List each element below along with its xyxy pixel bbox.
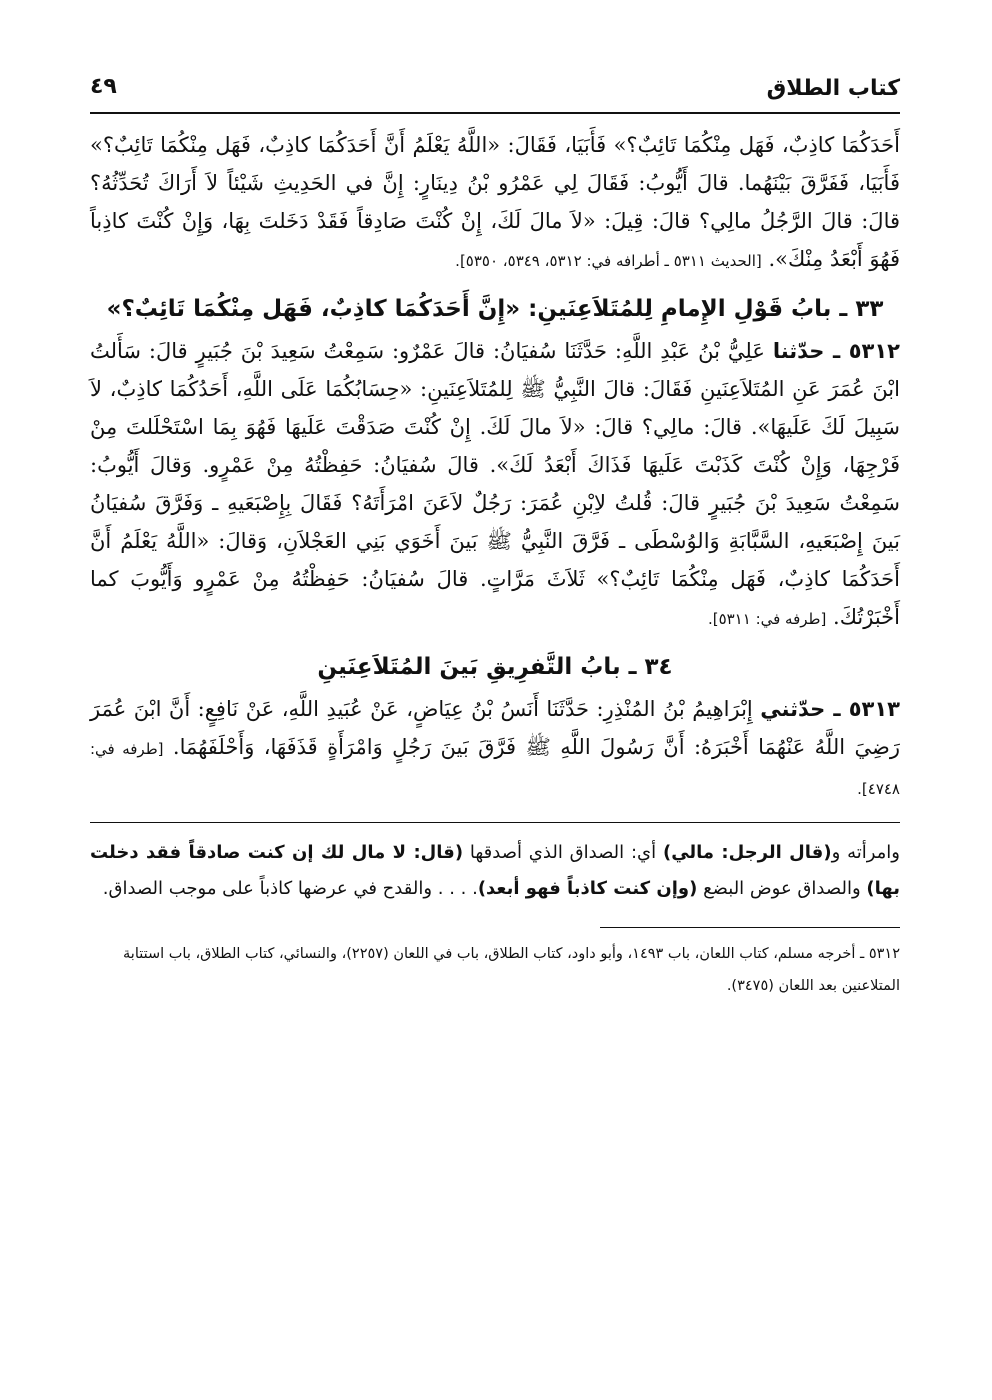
book-page (90, 70, 900, 1002)
continuation-text: أَحَدَكُمَا كاذِبٌ، فَهَل مِنْكُمَا تَائِبٌ؟» فَأَبَيَا، فَقَالَ: «اللَّهُ يَعْلَمُ أَنَّ أَحَدَكُمَا كاذِبٌ، فَهَل مِنْكُمَا تَائِبٌ؟» فَأَبَيَا، فَفَرَّقَ بَيْنَهُما. قالَ أَيُّوبُ: فَقَالَ لِي عَمْرُو بْنُ دِينَارٍ: إِنَّ في الحَدِيثِ شَيْئاً لاَ أَرَاكَ تُحَدِّثُهُ؟ قالَ: قالَ الرَّجُلُ مالِي؟ قالَ: قِيلَ: «لاَ مالَ لَكَ، إِنْ كُنْتَ صَادِقاً فَقَدْ دَخَلتَ بِهَا، وَإِنْ كُنْتَ كاذِباً فَهُوَ أَبْعَدُ مِنْكَ». (90, 133, 900, 271)
chapter-heading-34: ٣٤ ـ بابُ التَّفرِيقِ بَينَ المُتَلاَعِنَينِ (317, 654, 673, 680)
commentary-quote: (قال الرجل: مالي) (662, 842, 832, 863)
hadith-text: إِبْرَاهِيمُ بْنُ المُنْذِرِ: حَدَّثَنَا أَنَسُ بْنُ عِيَاضٍ، عَنْ عُبَيدِ اللَّهِ، عَنْ نَافِعٍ: أَنَّ ابْنَ عُمَرَ رَضِيَ اللَّهُ عَنْهُمَا أَخْبَرَهُ: أَنَّ رَسُولَ اللَّهِ ﷺ فَرَّقَ بَينَ رَجُلٍ وَامْرَأَةٍ قَذَفَهَا، وَأَحْلَفَهُمَا. (90, 697, 900, 759)
commentary-divider (90, 822, 900, 823)
commentary (90, 835, 900, 907)
page-header (90, 70, 900, 114)
hadith-number: ٥٣١٢ ـ حدّثنا (772, 339, 900, 363)
commentary-quote: (وإن كنت كاذباً فهو أبعد) (477, 878, 698, 899)
commentary-text: والصداق عوض البضع (697, 878, 867, 899)
page-number: ٤٩ (90, 74, 117, 99)
hadith-reference: [طرفه في: ٤٧٤٨]. (90, 740, 900, 798)
hadith-text: عَلِيُّ بْنُ عَبْدِ اللَّهِ: حَدَّثَنَا سُفيَانُ: قالَ عَمْرٌو: سَمِعْتُ سَعِيدَ بْنَ جُبَيرٍ قالَ: سَأَلتُ ابْنَ عُمَرَ عَنِ المُتَلاَعِنَينِ فَقَالَ: قالَ النَّبِيُّ ﷺ لِلمُتَلاَعِنَينِ: «حِسَابُكُمَا عَلَى اللَّهِ، أَحَدُكُمَا كاذِبٌ، لاَ سَبِيلَ لَكَ عَلَيهَا». قالَ: مالِي؟ قالَ: «لاَ مالَ لَكَ. إِنْ كُنْتَ صَدَقْتَ عَلَيهَا فَهُوَ بِمَا اسْتَحْلَلتَ مِنْ فَرْجِهَا، وَإِنْ كُنْتَ كَذَبْتَ عَلَيهَا فَذَاكَ أَبْعَدُ لَكَ». قالَ سُفيَانُ: حَفِظْتُهُ مِنْ عَمْرٍو. وَقالَ أَيُّوبُ: سَمِعْتُ سَعِيدَ بْنَ جُبَيرٍ قالَ: قُلتُ لاِبْنِ عُمَرَ: رَجُلٌ لاَعَنَ امْرَأَتَهُ؟ فَقَالَ بِإِصْبَعَيهِ ـ وَفَرَّقَ سُفيَانُ بَينَ إِصْبَعَيهِ، السَّبَّابَةِ وَالوُسْطَى ـ فَرَّقَ النَّبِيُّ ﷺ بَينَ أَخَوَي بَنِي العَجْلاَنِ، وَقالَ: «اللَّهُ يَعْلَمُ أَنَّ أَحَدَكُمَا كاذِبٌ، فَهَل مِنْكُمَا تَائِبٌ؟» ثَلاَثَ مَرَّاتٍ. قالَ سُفيَانُ: حَفِظْتُهُ مِنْ عَمْرٍو وَأَيُّوبَ كما أَخْبَرْتُكَ. (90, 339, 900, 629)
hadith-reference: [طرفه في: ٥٣١١]. (707, 610, 827, 628)
hadith-5313 (90, 690, 900, 808)
commentary-text: أي: الصداق الذي أصدقها (463, 842, 663, 863)
hadith-continuation (90, 126, 900, 280)
running-title: كتاب الطلاق (766, 76, 900, 101)
commentary-text: . . . . والقدح في عرضها كاذباً على موجب الصداق. (102, 878, 478, 899)
continuation-reference: [الحديث ٥٣١١ ـ أطرافه في: ٥٣١٢، ٥٣٤٩، ٥٣٥٠]. (455, 252, 762, 270)
hadith-5312 (90, 332, 900, 638)
footnote: ٥٣١٢ ـ أخرجه مسلم، كتاب اللعان، باب ١٤٩٣، وأبو داود، كتاب الطلاق، باب في اللعان (٢٢٥٧)، والنسائي، كتاب الطلاق، باب استتابة المتلاعنين بعد اللعان (٣٤٧٥). (123, 946, 900, 994)
hadith-number: ٥٣١٣ ـ حدّثني (760, 697, 900, 721)
commentary-quote: (قال: لا مال لك إن كنت صادقاً فقد دخلت بها) (90, 842, 900, 899)
commentary-text: وامرأته و (831, 842, 901, 863)
chapter-heading-33: ٣٣ ـ بابُ قَوْلِ الإِمامِ لِلمُتَلاَعِنَينِ: «إِنَّ أَحَدَكُمَا كاذِبٌ، فَهَل مِنْكُمَا تَائِبٌ؟» (106, 296, 884, 322)
footnote-divider (600, 927, 900, 928)
